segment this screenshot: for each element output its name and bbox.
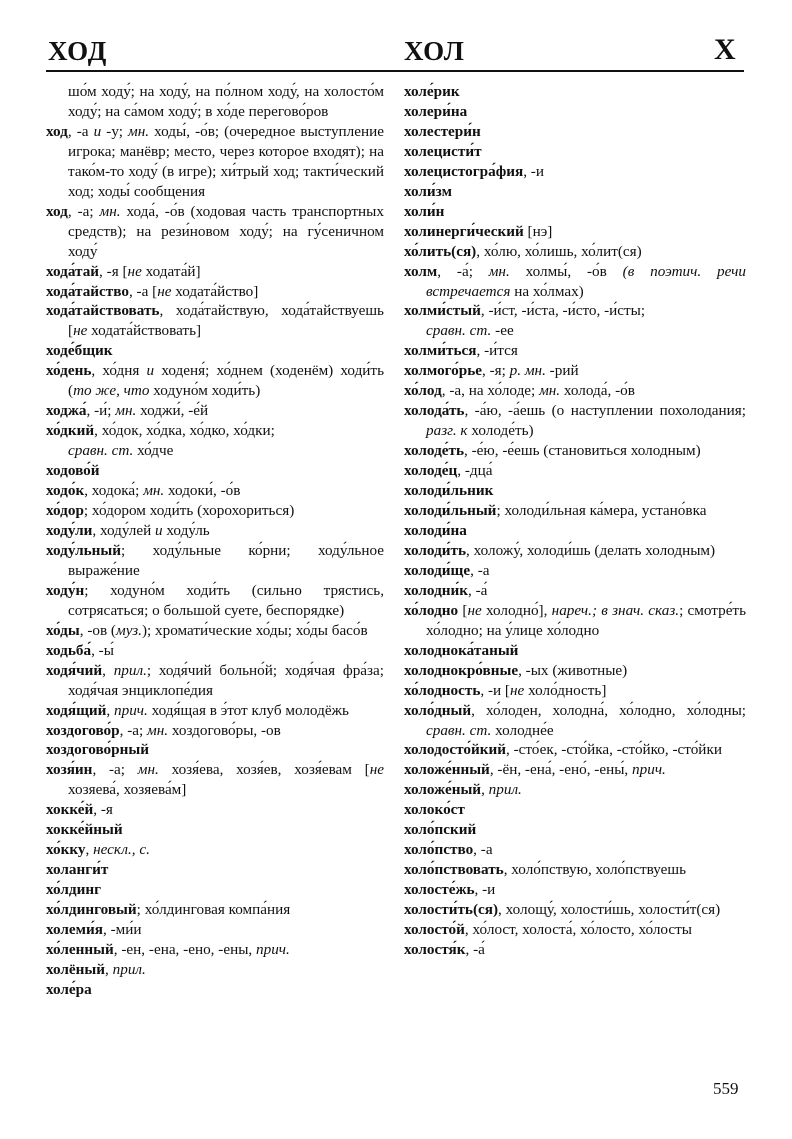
dictionary-entry	[46, 361, 384, 401]
headword: хокке́йный	[46, 821, 123, 839]
dictionary-entry	[46, 541, 384, 581]
entry-text: холода́, -о́в	[560, 382, 635, 400]
headword: холи́зм	[404, 182, 452, 200]
dictionary-entry	[404, 341, 746, 361]
headword: ход	[46, 122, 68, 140]
grammar-note: не	[73, 322, 88, 340]
dictionary-entry	[46, 721, 384, 741]
entry-text: , -а	[470, 561, 490, 579]
dictionary-entry	[404, 581, 746, 601]
entry-text: , -а;	[119, 721, 148, 739]
headword: хокке́й	[46, 801, 94, 819]
headword: хо́лить(ся)	[404, 242, 477, 260]
entry-text: -ее	[491, 322, 514, 340]
entry-text: , ходока́;	[84, 482, 144, 500]
grammar-note: не	[467, 601, 482, 619]
grammar-note: нескл., с.	[93, 841, 150, 859]
dictionary-entry	[404, 561, 746, 581]
dictionary-entry	[404, 780, 746, 800]
entry-text: , -а [	[128, 282, 158, 300]
entry-text: ходоки́, -о́в	[164, 482, 241, 500]
entry-text: ходеня́; хо́днем (ходенём) ходи́ть (	[68, 362, 384, 400]
headword: холми́ться	[404, 342, 477, 360]
dictionary-entry	[404, 381, 746, 401]
grammar-note: мн.	[115, 402, 137, 420]
grammar-note: р. мн.	[509, 362, 546, 380]
dictionary-entry	[46, 521, 384, 541]
grammar-note: прич.	[632, 761, 666, 779]
entry-text: , -я [	[99, 262, 128, 280]
entry-text: , хо́лост, холоста́, хо́лосто, хо́лосты	[464, 921, 692, 939]
dictionary-entry	[46, 282, 384, 302]
entry-text: на хо́лмах)	[510, 282, 584, 300]
entry-text: , -и [	[480, 681, 510, 699]
dictionary-entry	[404, 202, 746, 222]
entry-text: , холо́пствую, холо́пствуешь	[503, 861, 687, 879]
entry-text: , -я;	[482, 362, 510, 380]
entry-text: ; холоди́льная ка́мера, устано́вка	[496, 502, 707, 520]
entry-text: ); хромати́ческие хо́ды; хо́ды басо́в	[141, 621, 368, 639]
headword: холми́стый	[404, 302, 481, 320]
grammar-note: прил.	[112, 960, 146, 978]
headword: холестери́н	[404, 122, 481, 140]
headword: холоднокро́вные	[404, 661, 519, 679]
headword: ходе́бщик	[46, 342, 113, 360]
entry-text: ходу́ль	[162, 521, 210, 539]
dictionary-entry	[46, 820, 384, 840]
headword: холосто́й	[404, 921, 465, 939]
headword: ходжа́	[46, 402, 87, 420]
entry-text: холмы́, -о́в	[509, 262, 623, 280]
entry-text: , -а;	[67, 202, 100, 220]
entry-text: , -сто́ек, -сто́йка, -сто́йко, -сто́йки	[505, 741, 722, 759]
dictionary-entry	[46, 481, 384, 501]
headword: холинерги́ческий	[404, 222, 524, 240]
headword: холо́дный	[404, 701, 472, 719]
headword: ходьба́	[46, 641, 92, 659]
dictionary-entry	[46, 840, 384, 860]
headword: хо́кку	[46, 841, 86, 859]
dictionary-entry	[46, 900, 384, 920]
grammar-note: не	[510, 681, 525, 699]
grammar-note: (в поэтич. речи встречается	[426, 262, 746, 300]
headword: хода́тайствовать	[46, 302, 160, 320]
dictionary-entry	[404, 401, 746, 441]
grammar-note: муз.	[116, 621, 142, 639]
dictionary-entry	[404, 681, 746, 701]
entry-text: ; смотре́ть хо́лодно; на у́лице хо́лодно	[426, 601, 746, 639]
entry-text: -у;	[101, 122, 128, 140]
entry-text: ходата́йство]	[171, 282, 259, 300]
entry-text: , -и́ст, -и́ста, -и́сто, -и́сты;	[480, 302, 646, 320]
headword: холода́ть	[404, 402, 465, 420]
headword: холосте́жь	[404, 881, 475, 899]
headword: хо́лодность	[404, 681, 481, 699]
dictionary-entry	[46, 880, 384, 900]
entry-text: , -а	[67, 122, 94, 140]
dictionary-entry	[404, 940, 746, 960]
grammar-note: прич.	[114, 701, 148, 719]
entry-text: , -а;	[92, 761, 138, 779]
headword: холодни́к	[404, 581, 469, 599]
headword: холоже́ный	[404, 781, 482, 799]
dictionary-entry	[404, 740, 746, 760]
dictionary-entry	[404, 122, 746, 142]
headword: ход	[46, 202, 68, 220]
dictionary-entry	[46, 421, 384, 441]
headword: холе́рик	[404, 83, 460, 100]
grammar-note: то же, что	[73, 382, 150, 400]
entry-text: , холожу́, холоди́шь (делать холодным)	[466, 541, 716, 559]
dictionary-entry	[404, 182, 746, 202]
grammar-note: не	[127, 262, 142, 280]
entry-text: хода́, -о́в (ходовая часть транспортных средств); на рези́новом ходу́; на гу́сеничном ходу́	[68, 202, 384, 260]
entry-text: , -дца́	[457, 462, 493, 480]
section-letter: Х	[714, 33, 737, 66]
dictionary-entry	[46, 740, 384, 760]
entry-text: хозяева́, хозяева́м]	[68, 781, 187, 799]
grammar-note: мн.	[147, 721, 169, 739]
dictionary-entry	[46, 301, 384, 341]
dictionary-entry	[46, 401, 384, 421]
entry-text: , ходу́лей	[92, 521, 156, 539]
headword: хо́дор	[46, 502, 84, 520]
headword: холанги́т	[46, 861, 109, 879]
grammar-note: не	[369, 761, 384, 779]
running-head-left: ХОД	[48, 36, 108, 66]
dictionary-entry	[404, 521, 746, 541]
headword: холоде́ть	[404, 442, 464, 460]
headword: хо́день	[46, 362, 92, 380]
dictionary-entry	[404, 880, 746, 900]
headword: ходя́щий	[46, 701, 107, 719]
entry-text: , -ых (животные)	[518, 661, 628, 679]
headword: холоко́ст	[404, 801, 465, 819]
headword: холоди́льник	[404, 482, 494, 500]
dictionary-entry	[404, 82, 746, 102]
headword: хо́лдинг	[46, 881, 102, 899]
headword: ходу́ли	[46, 521, 93, 539]
headword: хо́ды	[46, 621, 80, 639]
dictionary-entry	[46, 581, 384, 621]
left-column	[46, 82, 384, 1000]
entry-text: -рий	[545, 362, 579, 380]
headword: хо́лодно	[404, 601, 459, 619]
entry-text: , хо́док, хо́дка, хо́дко, хо́дки;	[94, 422, 275, 440]
headword: холецистогра́фия	[404, 162, 524, 180]
dictionary-entry	[404, 661, 746, 681]
entry-text: , -ми́и	[102, 921, 142, 939]
dictionary-entry	[404, 820, 746, 840]
dictionary-entry	[404, 900, 746, 920]
dictionary-entry	[404, 102, 746, 122]
headword: хозя́ин	[46, 761, 93, 779]
grammar-note: и	[155, 521, 163, 539]
grammar-note: нареч.; в знач. сказ.	[551, 601, 680, 619]
dictionary-entry	[46, 860, 384, 880]
headword: ходу́н	[46, 581, 85, 599]
entry-text: хозя́ева, хозя́ев, хозя́евам [	[158, 761, 370, 779]
headword: хо́дкий	[46, 422, 95, 440]
entry-text: ,	[481, 781, 489, 799]
grammar-note: прил.	[488, 781, 522, 799]
entry-text: ; ходу́льные ко́рни; ходу́льное выраже́ние	[68, 541, 384, 579]
dictionary-entry	[46, 960, 384, 980]
headword: холе́ра	[46, 980, 92, 998]
running-head-middle: ХОЛ	[404, 36, 465, 66]
dictionary-entry	[46, 980, 384, 1000]
entry-text: [	[458, 601, 468, 619]
entry-text: , -е́ю, -е́ешь (становиться холодным)	[464, 442, 701, 460]
grammar-note: разг. к	[426, 422, 468, 440]
dictionary-entry	[404, 840, 746, 860]
dictionary-entry	[46, 760, 384, 800]
entry-text: ходата́й]	[141, 262, 201, 280]
entry-text: ходы́, -о́в; (очередное выступление игрока; манёвр; место, через которое входят); на тако́м-то ходу́ (в игре); хи́трый ход; такти́ческий ход; ходы́ сообщения	[68, 122, 384, 200]
entry-text: шо́м ходу́; на ходу́, на по́лном ходу́, на холосто́м ходу́; на са́мом ходу́; в хо́де перегово́ров	[68, 83, 384, 120]
entry-text: ходжи́, -е́й	[136, 402, 209, 420]
entry-text: , хо́лоден, холодна́, хо́лодно, хо́лодны;	[471, 701, 746, 719]
grammar-note: и	[93, 122, 102, 140]
headword: холо́пство	[404, 841, 474, 859]
dictionary-entry	[46, 122, 384, 202]
headword: ходо́к	[46, 482, 85, 500]
header-rule	[46, 70, 744, 72]
entry-text: холо́дность]	[524, 681, 607, 699]
dictionary-entry	[404, 441, 746, 461]
headword: холоди́ще	[404, 561, 471, 579]
grammar-note: мн.	[99, 202, 121, 220]
grammar-note: мн.	[137, 761, 159, 779]
dictionary-entry	[404, 242, 746, 262]
headword: холоди́льный	[404, 502, 497, 520]
headword: холи́н	[404, 202, 445, 220]
entry-text: , -а	[473, 841, 493, 859]
dictionary-entry	[46, 661, 384, 701]
headword: хоздогово́р	[46, 721, 120, 739]
entry-text: ; хо́дором ходи́ть (хорохориться)	[83, 502, 295, 520]
dictionary-entry	[404, 321, 746, 341]
headword: хода́тайство	[46, 282, 129, 300]
entry-text: , -а́;	[437, 262, 489, 280]
entry-text: холодно́],	[481, 601, 552, 619]
dictionary-entry	[46, 501, 384, 521]
entry-text: холоде́ть)	[467, 422, 534, 440]
entry-text: ; ходуно́м ходи́ть (сильно трястись, сотрясаться; о большой суете, беспорядке)	[68, 581, 384, 619]
entry-text: [нэ]	[523, 222, 553, 240]
headword: холоднока́таный	[404, 641, 519, 659]
dictionary-entry	[404, 701, 746, 741]
dictionary-entry	[46, 701, 384, 721]
entry-text: , хо́лю, хо́лишь, хо́лит(ся)	[476, 242, 642, 260]
grammar-note: прич.	[256, 940, 290, 958]
dictionary-entry	[404, 920, 746, 940]
entry-text: , -ен, -ена, -ено, -ены,	[113, 940, 256, 958]
grammar-note: мн.	[143, 482, 165, 500]
headword: ходово́й	[46, 462, 100, 480]
headword: холодосто́йкий	[404, 741, 506, 759]
dictionary-entry	[404, 541, 746, 561]
dictionary-entry	[46, 262, 384, 282]
entry-text: хо́дче	[133, 442, 174, 460]
entry-text: хоздогово́ры, -ов	[168, 721, 281, 739]
entry-text: , -и́тся	[476, 342, 518, 360]
entry-text: ,	[105, 960, 113, 978]
entry-text: , -ён, -ена́, -ено́, -ены́,	[489, 761, 633, 779]
dictionary-entry	[46, 621, 384, 641]
headword: холо́пский	[404, 821, 477, 839]
headword: холостя́к	[404, 940, 466, 958]
entry-text: ходуно́м ходи́ть)	[149, 382, 261, 400]
entry-text: , -и	[474, 881, 496, 899]
dictionary-entry	[46, 920, 384, 940]
headword: ходу́льный	[46, 541, 121, 559]
headword: холмого́рье	[404, 362, 482, 380]
entry-text: , холощу́, холости́шь, холости́т(ся)	[498, 901, 721, 919]
headword: холёный	[46, 960, 106, 978]
headword: холо́пствовать	[404, 861, 504, 879]
grammar-note: сравн. ст.	[426, 721, 492, 739]
page-number: 559	[713, 1079, 739, 1098]
grammar-note: мн.	[128, 122, 150, 140]
headword: хо́лдинговый	[46, 901, 137, 919]
headword: холоди́на	[404, 521, 467, 539]
dictionary-entry	[404, 501, 746, 521]
headword: холоди́ть	[404, 541, 467, 559]
grammar-note: сравн. ст.	[68, 442, 134, 460]
entry-text: , хо́дня	[91, 362, 147, 380]
headword: хоздогово́рный	[46, 741, 149, 759]
entry-text: , -и́;	[86, 402, 116, 420]
grammar-note: сравн. ст.	[426, 322, 492, 340]
dictionary-entry	[404, 461, 746, 481]
entry-text: , -а, на хо́лоде;	[441, 382, 540, 400]
grammar-note: мн.	[539, 382, 561, 400]
right-column	[404, 82, 746, 960]
entry-text: ходя́щая в э́тот клуб молодёжь	[147, 701, 349, 719]
grammar-note: мн.	[488, 262, 510, 280]
grammar-note: не	[157, 282, 172, 300]
headword: ходя́чий	[46, 661, 103, 679]
dictionary-entry	[404, 601, 746, 641]
entry-text: ,	[106, 701, 114, 719]
entry-text: ,	[102, 661, 114, 679]
dictionary-entry	[404, 301, 746, 321]
headword: хо́лод	[404, 382, 442, 400]
dictionary-entry	[46, 82, 384, 122]
dictionary-entry	[404, 222, 746, 242]
entry-text: ходата́йствовать]	[87, 322, 202, 340]
entry-text: ; ходя́чий больно́й; ходя́чая фра́за; ходя́чая энциклопе́дия	[68, 661, 385, 699]
entry-text: , -ов (	[79, 621, 116, 639]
entry-text: , -а́	[468, 581, 488, 599]
headword: холоде́ц	[404, 462, 458, 480]
headword: холоже́нный	[404, 761, 490, 779]
dictionary-entry	[404, 262, 746, 302]
dictionary-entry	[404, 641, 746, 661]
headword: хо́ленный	[46, 940, 114, 958]
headword: холецисти́т	[404, 142, 482, 160]
entry-text: , хода́тайствую, хода́тайствуешь [	[68, 302, 384, 340]
entry-text: , -а́ю, -а́ешь (о наступлении похолодания;	[464, 402, 746, 420]
dictionary-entry	[404, 481, 746, 501]
dictionary-entry	[404, 361, 746, 381]
entry-text: , -я	[93, 801, 113, 819]
entry-text: , -и	[523, 162, 544, 180]
dictionary-entry	[46, 202, 384, 262]
dictionary-entry	[404, 800, 746, 820]
entry-text: холодне́е	[491, 721, 554, 739]
headword: холм	[404, 262, 438, 280]
dictionary-entry	[46, 461, 384, 481]
dictionary-entry	[404, 162, 746, 182]
dictionary-entry	[46, 940, 384, 960]
entry-text: ,	[85, 841, 94, 859]
grammar-note: и	[146, 362, 155, 380]
entry-text: ; хо́лдинговая компа́ния	[136, 901, 291, 919]
dictionary-entry	[404, 760, 746, 780]
dictionary-entry	[404, 142, 746, 162]
headword: холости́ть(ся)	[404, 901, 499, 919]
entry-text: , -ы́	[91, 641, 114, 659]
dictionary-entry	[46, 441, 384, 461]
dictionary-entry	[46, 341, 384, 361]
dictionary-entry	[46, 800, 384, 820]
headword: холеми́я	[46, 921, 103, 939]
headword: хода́тай	[46, 262, 100, 280]
grammar-note: прил.	[113, 661, 147, 679]
dictionary-entry	[404, 860, 746, 880]
dictionary-entry	[46, 641, 384, 661]
headword: холери́на	[404, 102, 468, 120]
entry-text: , -а́	[465, 940, 485, 958]
